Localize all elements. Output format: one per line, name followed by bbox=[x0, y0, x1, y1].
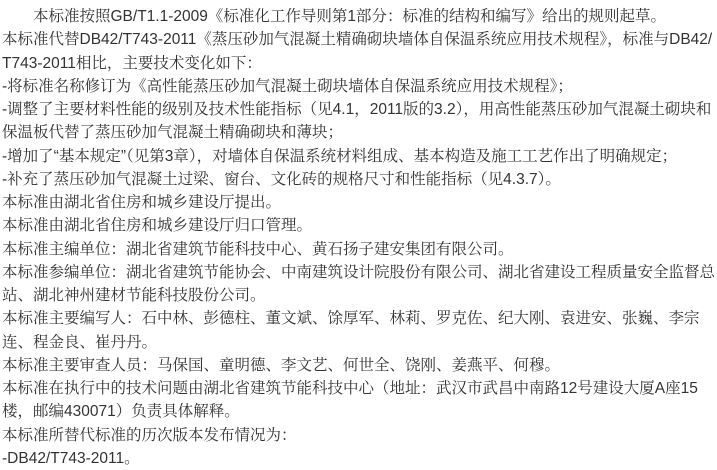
paragraph-previous-versions-intro: 本标准所替代标准的历次版本发布情况为： bbox=[2, 426, 297, 444]
paragraph-main-drafters: 本标准主要编写人：石中林、彭德柱、董文斌、馀厚军、林莉、罗克佐、纪大刚、袁进安、张巍、李宗连、程金良、崔丹丹。 bbox=[2, 310, 700, 351]
paragraph-main-reviewers: 本标准主要审查人员：马保国、童明德、李文艺、何世全、饶刚、姜燕平、何穆。 bbox=[2, 356, 561, 374]
paragraph-change-item-adjust: -调整了主要材料性能的级别及技术性能指标（见4.1，2011版的3.2），用高性能蒸压砂加气混凝土砌块和保温板代替了蒸压砂加气混凝土精确砌块和薄块； bbox=[2, 101, 712, 142]
paragraph-change-item-rename: -将标准名称修订为《高性能蒸压砂加气混凝土砌块墙体自保温系统应用技术规程》； bbox=[2, 77, 573, 95]
paragraph-interpretation-contact: 本标准在执行中的技术问题由湖北省建筑节能科技中心（地址：武汉市武昌中南路12号建设大厦A座15楼，邮编430071）负责具体解释。 bbox=[2, 380, 698, 421]
paragraph-change-item-add-basic-rules: -增加了“基本规定”（见第3章），对墙体自保温系统材料组成、基本构造及施工工艺作出了明确规定； bbox=[2, 147, 678, 165]
paragraph-participating-units: 本标准参编单位：湖北省建筑节能协会、中南建筑设计院股份有限公司、湖北省建设工程质量安全监督总站、湖北神州建材节能科技股份公司。 bbox=[2, 263, 716, 304]
paragraph-change-item-supplement: -补充了蒸压砂加气混凝土过梁、窗台、文化砖的规格尺寸和性能指标（见4.3.7）。 bbox=[2, 170, 561, 188]
paragraph-drafting-rule: 本标准按照GB/T1.1-2009《标准化工作导则第1部分：标准的结构和编写》给出的规则起草。 bbox=[33, 8, 666, 25]
paragraph-replacement-notice: 本标准代替DB42/T743-2011《蒸压砂加气混凝土精确砌块墙体自保温系统应用技术规程》，标准与DB42/T743-2011相比，主要技术变化如下： bbox=[2, 31, 713, 72]
paragraph-managed-by: 本标准由湖北省住房和城乡建设厅归口管理。 bbox=[2, 217, 313, 235]
paragraph-proposed-by: 本标准由湖北省住房和城乡建设厅提出。 bbox=[2, 194, 282, 211]
paragraph-chief-editor-units: 本标准主编单位：湖北省建筑节能科技中心、黄石扬子建安集团有限公司。 bbox=[2, 240, 514, 258]
paragraph-previous-version-item: -DB42/T743-2011。 bbox=[2, 449, 140, 467]
